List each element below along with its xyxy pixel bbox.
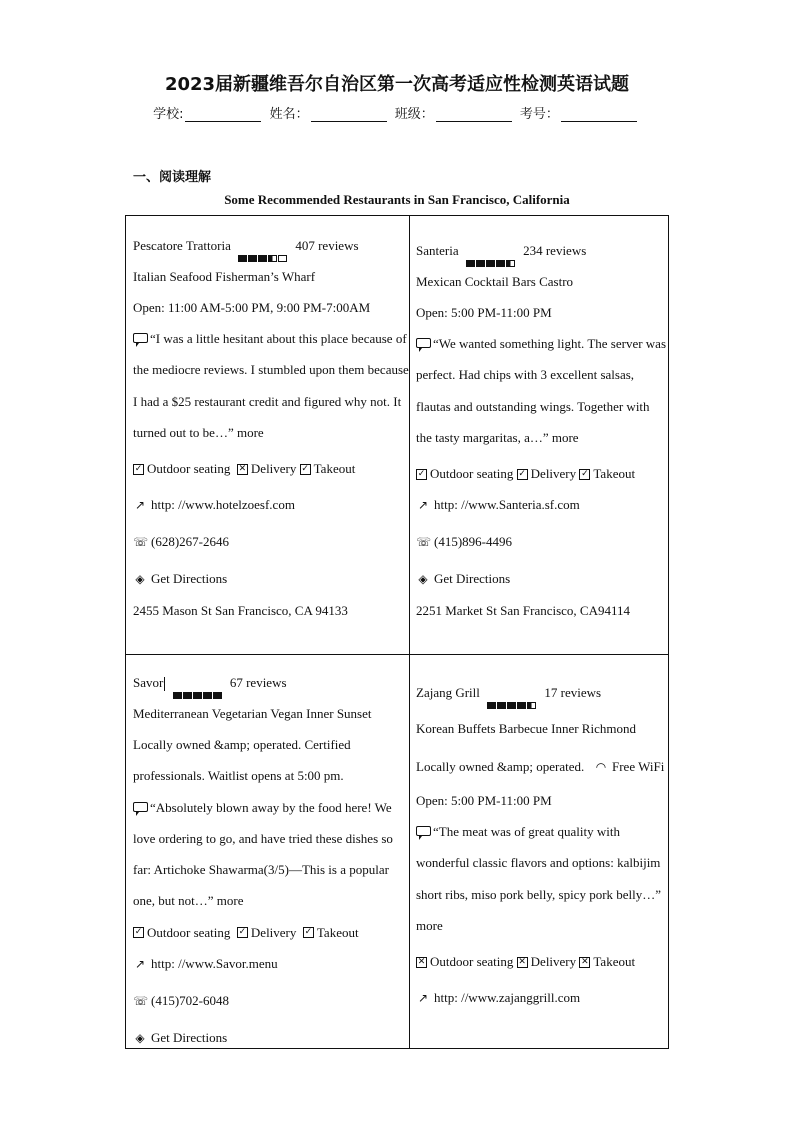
phone-number[interactable]: ☏ (415)702-6048 (133, 985, 409, 1017)
review-snippet: “I was a little hesitant about this place because of the mediocre reviews. I stumbled upon them because I had a $25 restaurant credit and figured why not. It turned out to be…” more (133, 331, 409, 440)
website-link[interactable]: ↗ http: //www.zajanggrill.com (416, 982, 668, 1014)
wifi-icon: ◠ (595, 760, 607, 774)
restaurant-name: Pescatore Trattoria (133, 238, 231, 253)
star-icon (238, 255, 247, 262)
option-checkbox: ✕ (581, 956, 589, 967)
website-link[interactable]: ↗ http: //www.Santeria.sf.com (416, 489, 668, 521)
star-icon (193, 692, 202, 699)
option-checkbox: ✓ (134, 927, 143, 938)
speech-bubble-icon (133, 333, 148, 343)
review-snippet: “The meat was of great quality with wonderful classic flavors and options: kalbijim short ribs, miso pork belly, spicy pork belly…” more (416, 824, 662, 933)
star-icon (507, 702, 516, 709)
option-checkbox: ✓ (518, 468, 526, 479)
opening-hours: Open: 11:00 AM-5:00 PM, 9:00 PM-7:00AM (133, 300, 371, 315)
phone-number[interactable]: ☏ (415)896-4496 (416, 526, 668, 558)
restaurant-cell-santeria (410, 216, 668, 626)
service-options: ✕ Outdoor seating ✕ Delivery ✕ Takeout (417, 954, 636, 970)
review-count: 17 reviews (544, 685, 602, 700)
section-heading: 一、阅读理解 (133, 170, 212, 185)
restaurant-cell-pescatore (126, 216, 409, 626)
directions-icon: ◈ (135, 572, 145, 587)
field-school-label: 学校: (153, 107, 184, 122)
star-icon (486, 260, 495, 267)
field-class-blank[interactable] (436, 109, 512, 122)
address: 2455 Mason St San Francisco, CA 94133 (133, 603, 348, 619)
star-icon (497, 702, 506, 709)
star-rating (238, 242, 288, 251)
restaurant-category: Italian Seafood Fisherman’s Wharf (133, 269, 316, 284)
option-checkbox: ✕ (417, 956, 426, 967)
option-checkbox: ✓ (304, 927, 313, 938)
star-icon (517, 702, 526, 709)
restaurant-extra-info: Locally owned &amp; operated. Certified professionals. Waitlist opens at 5:00 pm. (133, 737, 351, 784)
website-link[interactable]: ↗ http: //www.hotelzoesf.com (133, 489, 409, 521)
restaurant-category: Mediterranean Vegetarian Vegan Inner Sunset (133, 706, 372, 721)
star-icon (183, 692, 192, 699)
phone-number[interactable]: ☏ (628)267-2646 (133, 526, 409, 558)
restaurant-name: Savor (133, 675, 164, 690)
restaurant-header (416, 235, 668, 266)
external-link-icon: ↗ (134, 956, 146, 971)
option-checkbox: ✕ (238, 463, 247, 474)
speech-bubble-icon (416, 338, 431, 348)
option-checkbox: ✓ (301, 463, 309, 474)
option-checkbox: ✓ (134, 463, 143, 474)
star-icon (258, 255, 267, 262)
review-count: 407 reviews (295, 238, 359, 253)
phone-icon: ☏ (133, 993, 149, 1008)
table-title: Some Recommended Restaurants in San Francisco, California (224, 192, 570, 207)
phone-icon: ☏ (416, 535, 432, 550)
restaurant-category: Korean Buffets Barbecue Inner Richmond (416, 721, 636, 736)
external-link-icon: ↗ (417, 498, 429, 513)
directions-icon: ◈ (135, 1030, 145, 1045)
star-icon (466, 260, 475, 267)
star-icon (213, 692, 222, 699)
star-icon (173, 692, 182, 699)
field-class-label: 班级： (394, 107, 434, 122)
external-link-icon: ↗ (134, 498, 146, 513)
option-checkbox: ✕ (518, 956, 526, 967)
restaurant-header (133, 230, 409, 261)
directions-icon: ◈ (418, 572, 428, 587)
opening-hours: Open: 5:00 PM-11:00 PM (416, 793, 552, 808)
restaurant-name: Santeria (416, 243, 459, 258)
phone-icon: ☏ (133, 535, 149, 550)
opening-hours: Open: 5:00 PM-11:00 PM (416, 305, 552, 320)
service-options: ✓ Outdoor seating ✓ Delivery ✓ Takeout (417, 466, 636, 482)
star-icon (476, 260, 485, 267)
field-name-label: 姓名： (269, 107, 309, 122)
text-cursor (164, 677, 165, 691)
service-options: ✓ Outdoor seating ✕ Delivery ✓ Takeout (134, 461, 356, 477)
star-rating (466, 247, 516, 256)
speech-bubble-icon (416, 826, 431, 836)
restaurant-extra-info: Locally owned &amp; operated. ◠ Free WiFi (416, 749, 668, 785)
address: 2251 Market St San Francisco, CA94114 (416, 603, 630, 619)
star-icon (278, 255, 287, 262)
star-icon (487, 702, 496, 709)
directions-link[interactable]: ◈ Get Directions (416, 563, 668, 595)
restaurant-header (416, 677, 668, 708)
restaurant-category: Mexican Cocktail Bars Castro (416, 274, 574, 289)
restaurant-cell-zajang (410, 655, 668, 1014)
restaurant-cell-savor (126, 655, 409, 1054)
star-icon (496, 260, 505, 267)
restaurant-table (125, 215, 669, 1049)
student-info-line (0, 103, 794, 122)
option-checkbox: ✓ (417, 468, 426, 479)
exam-title: 2023届新疆维吾尔自治区第一次高考适应性检测英语试题 (164, 74, 630, 95)
star-icon (527, 702, 536, 709)
review-snippet: “Absolutely blown away by the food here! We love ordering to go, and have tried these dishes so far: Artichoke Shawarma(3/5)—This is a popular one, but not…” more (133, 799, 393, 909)
website-link[interactable]: ↗ http: //www.Savor.menu (133, 948, 409, 980)
review-snippet: “We wanted something light. The server was perfect. Had chips with 3 excellent salsas, flautas and outstanding wings. Together with the tasty margaritas, a…” more (416, 336, 667, 445)
option-checkbox: ✓ (581, 468, 589, 479)
review-count: 234 reviews (523, 243, 587, 258)
star-rating (487, 689, 537, 698)
field-number-blank[interactable] (561, 109, 637, 122)
star-icon (506, 260, 515, 267)
directions-link[interactable]: ◈ Get Directions (133, 1022, 409, 1054)
restaurant-header (133, 667, 409, 698)
field-school-blank[interactable] (185, 109, 261, 122)
star-icon (268, 255, 277, 262)
external-link-icon: ↗ (417, 991, 429, 1006)
field-name-blank[interactable] (311, 109, 387, 122)
star-icon (248, 255, 257, 262)
star-icon (203, 692, 212, 699)
service-options: ✓ Outdoor seating ✓ Delivery ✓ Takeout (134, 924, 359, 940)
star-rating (173, 679, 223, 688)
speech-bubble-icon (133, 802, 148, 812)
review-count: 67 reviews (229, 675, 287, 690)
directions-link[interactable]: ◈ Get Directions (133, 563, 409, 595)
field-number-label: 考号： (519, 107, 559, 122)
option-checkbox: ✓ (238, 927, 247, 938)
restaurant-name: Zajang Grill (416, 685, 480, 700)
